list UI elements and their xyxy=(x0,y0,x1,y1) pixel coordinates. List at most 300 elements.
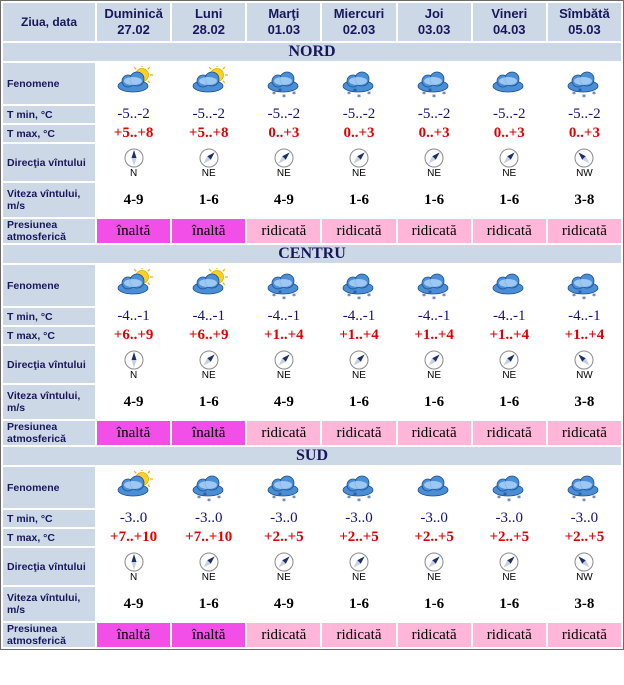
phenomena-cell xyxy=(247,265,320,306)
phenomena-cell xyxy=(473,265,546,306)
pressure-value: ridicată xyxy=(322,623,395,647)
wind-direction-cell xyxy=(247,144,320,181)
wind-direction-cell xyxy=(548,548,621,585)
compass-icon xyxy=(124,350,144,370)
pressure-value: înaltă xyxy=(172,219,245,243)
day-date: 28.02 xyxy=(192,22,225,37)
compass-icon xyxy=(424,552,444,572)
svg-text:*: * xyxy=(428,86,433,96)
tmax-value: +1..+4 xyxy=(247,327,320,344)
day-date: 27.02 xyxy=(117,22,150,37)
day-name: Miercuri xyxy=(333,6,385,21)
wind-speed-value: 3-8 xyxy=(548,385,621,419)
svg-text:*: * xyxy=(432,294,437,304)
compass-icon xyxy=(199,552,219,572)
wind-direction-cell xyxy=(398,144,471,181)
wind-direction-label: N xyxy=(129,572,138,583)
wind-direction-row xyxy=(3,346,621,383)
wind-direction-cell xyxy=(97,144,170,181)
tmax-value: +2..+5 xyxy=(548,529,621,546)
header-row xyxy=(3,3,621,41)
row-label-phenomena: Fenomene xyxy=(3,265,95,306)
svg-text:*: * xyxy=(352,288,357,298)
row-label-tmin: T min, °C xyxy=(3,106,95,123)
wind-direction-cell xyxy=(473,346,546,383)
pressure-value: înaltă xyxy=(97,219,170,243)
wind-speed-value: 1-6 xyxy=(473,183,546,217)
wind-direction-label: NE xyxy=(427,572,442,583)
compass-icon xyxy=(349,350,369,370)
wind-direction-label: NE xyxy=(502,370,517,381)
cloud-snow-icon xyxy=(187,470,231,506)
phenomena-cell xyxy=(172,63,245,104)
cloud-snow-icon xyxy=(562,66,606,102)
wind-speed-value: 1-6 xyxy=(473,587,546,621)
row-label-pressure: Presiunea atmosferică xyxy=(3,219,95,243)
wind-direction-label: NE xyxy=(352,168,366,179)
wind-speed-value: 4-9 xyxy=(247,587,320,621)
phenomena-cell xyxy=(247,63,320,104)
pressure-value: ridicată xyxy=(322,421,395,445)
row-label-wind-direction: Direcţia vîntului xyxy=(3,346,95,383)
day-date: 02.03 xyxy=(342,22,376,37)
tmin-value: -5..-2 xyxy=(548,106,621,123)
svg-text:*: * xyxy=(346,89,351,99)
row-label-pressure: Presiunea atmosferică xyxy=(3,623,95,647)
wind-speed-value: 1-6 xyxy=(172,183,245,217)
svg-text:*: * xyxy=(271,89,276,99)
row-label-tmax: T max, °C xyxy=(3,125,95,142)
wind-speed-value: 1-6 xyxy=(398,183,471,217)
svg-text:*: * xyxy=(291,291,296,301)
svg-text:*: * xyxy=(281,294,286,304)
phenomena-cell xyxy=(473,63,546,104)
phenomena-cell xyxy=(97,467,170,508)
row-label-pressure: Presiunea atmosferică xyxy=(3,421,95,445)
pressure-value: ridicată xyxy=(548,421,621,445)
pressure-value: înaltă xyxy=(172,623,245,647)
tmin-value: -5..-2 xyxy=(398,106,471,123)
svg-text:*: * xyxy=(356,294,361,304)
day-date: 01.03 xyxy=(267,22,301,37)
tmin-row xyxy=(3,510,621,527)
compass-icon xyxy=(574,148,594,168)
svg-text:*: * xyxy=(277,490,282,500)
svg-text:*: * xyxy=(442,89,447,99)
tmax-value: +1..+4 xyxy=(398,327,471,344)
cloud-snow-icon xyxy=(562,268,606,304)
day-name: Luni xyxy=(194,6,223,21)
wind-speed-row xyxy=(3,385,621,419)
svg-text:*: * xyxy=(281,92,286,102)
wind-direction-cell xyxy=(548,346,621,383)
wind-direction-label: NE xyxy=(201,572,216,583)
svg-text:*: * xyxy=(366,89,371,99)
phenomena-cell xyxy=(247,467,320,508)
tmax-value: +6..+9 xyxy=(97,327,170,344)
wind-speed-value: 1-6 xyxy=(322,385,395,419)
day-header xyxy=(247,3,320,41)
row-label-tmax: T max, °C xyxy=(3,327,95,344)
tmin-value: -5..-2 xyxy=(172,106,245,123)
compass-icon xyxy=(424,350,444,370)
compass-icon xyxy=(124,148,144,168)
phenomena-cell xyxy=(172,265,245,306)
svg-text:*: * xyxy=(291,89,296,99)
wind-direction-label: NW xyxy=(576,572,593,583)
svg-text:*: * xyxy=(271,493,276,503)
wind-direction-label: NE xyxy=(502,572,517,583)
compass-icon xyxy=(274,552,294,572)
svg-text:*: * xyxy=(281,496,286,506)
tmin-value: -4..-1 xyxy=(548,308,621,325)
compass-icon xyxy=(424,148,444,168)
phenomena-cell xyxy=(398,265,471,306)
tmin-value: -3..0 xyxy=(398,510,471,527)
cloud-snow-icon xyxy=(337,66,381,102)
tmax-value: +2..+5 xyxy=(398,529,471,546)
row-label-tmin: T min, °C xyxy=(3,510,95,527)
phenomena-cell xyxy=(548,467,621,508)
svg-text:*: * xyxy=(271,291,276,301)
wind-direction-cell xyxy=(398,548,471,585)
compass-icon xyxy=(499,552,519,572)
phenomena-cell xyxy=(322,63,395,104)
tmin-value: -5..-2 xyxy=(247,106,320,123)
compass-icon xyxy=(349,552,369,572)
tmax-value: +2..+5 xyxy=(247,529,320,546)
wind-speed-value: 1-6 xyxy=(398,385,471,419)
cloud-snow-icon xyxy=(262,470,306,506)
svg-text:*: * xyxy=(206,496,211,506)
svg-text:*: * xyxy=(578,490,583,500)
svg-text:*: * xyxy=(442,291,447,301)
region-row xyxy=(3,43,621,61)
wind-direction-cell xyxy=(97,346,170,383)
wind-direction-cell xyxy=(473,144,546,181)
region-row xyxy=(3,245,621,263)
cloud-snow-icon xyxy=(262,66,306,102)
svg-text:*: * xyxy=(582,294,587,304)
tmin-value: -3..0 xyxy=(247,510,320,527)
wind-speed-value: 1-6 xyxy=(322,587,395,621)
day-name: Sîmbătă xyxy=(559,6,610,21)
wind-direction-label: N xyxy=(129,168,138,179)
pressure-value: înaltă xyxy=(97,623,170,647)
svg-text:*: * xyxy=(366,291,371,301)
svg-text:*: * xyxy=(428,288,433,298)
svg-text:*: * xyxy=(346,291,351,301)
tmax-value: 0..+3 xyxy=(398,125,471,142)
pressure-row xyxy=(3,421,621,445)
wind-direction-label: NE xyxy=(352,370,366,381)
day-header xyxy=(97,3,170,41)
svg-text:*: * xyxy=(517,493,522,503)
wind-direction-label: NE xyxy=(352,572,366,583)
tmin-value: -3..0 xyxy=(322,510,395,527)
svg-text:*: * xyxy=(202,490,207,500)
wind-direction-row xyxy=(3,144,621,181)
tmin-value: -5..-2 xyxy=(97,106,170,123)
wind-direction-row xyxy=(3,548,621,585)
phenomena-cell xyxy=(398,467,471,508)
pressure-value: ridicată xyxy=(473,421,546,445)
tmax-value: +7..+10 xyxy=(97,529,170,546)
wind-direction-label: NE xyxy=(427,370,442,381)
phenomena-row xyxy=(3,265,621,306)
wind-direction-label: NE xyxy=(276,572,291,583)
day-header xyxy=(473,3,546,41)
wind-direction-label: NE xyxy=(276,370,291,381)
tmax-value: 0..+3 xyxy=(473,125,546,142)
sun-cloud-icon xyxy=(112,470,156,506)
phenomena-cell xyxy=(172,467,245,508)
phenomena-cell xyxy=(398,63,471,104)
compass-icon xyxy=(274,148,294,168)
wind-direction-cell xyxy=(247,346,320,383)
wind-direction-cell xyxy=(172,346,245,383)
region-title: CENTRU xyxy=(3,245,621,263)
wind-direction-cell xyxy=(322,548,395,585)
svg-text:*: * xyxy=(366,493,371,503)
row-label-wind-speed: Viteza vîntului, m/s xyxy=(3,385,95,419)
tmax-value: +1..+4 xyxy=(322,327,395,344)
tmin-row xyxy=(3,106,621,123)
svg-text:*: * xyxy=(503,490,508,500)
svg-text:*: * xyxy=(592,89,597,99)
tmax-value: +5..+8 xyxy=(172,125,245,142)
wind-speed-value: 1-6 xyxy=(398,587,471,621)
wind-direction-cell xyxy=(473,548,546,585)
pressure-value: înaltă xyxy=(172,421,245,445)
tmax-row xyxy=(3,529,621,546)
wind-speed-value: 4-9 xyxy=(97,587,170,621)
svg-text:*: * xyxy=(592,493,597,503)
svg-text:*: * xyxy=(422,89,427,99)
wind-speed-value: 3-8 xyxy=(548,587,621,621)
tmax-value: +2..+5 xyxy=(473,529,546,546)
tmax-value: +7..+10 xyxy=(172,529,245,546)
tmax-value: +2..+5 xyxy=(322,529,395,546)
forecast-body xyxy=(3,3,621,647)
wind-direction-cell xyxy=(247,548,320,585)
svg-text:*: * xyxy=(422,291,427,301)
phenomena-cell xyxy=(97,63,170,104)
compass-icon xyxy=(499,148,519,168)
wind-speed-value: 4-9 xyxy=(247,183,320,217)
day-date: 04.03 xyxy=(493,22,526,37)
compass-icon xyxy=(199,148,219,168)
compass-icon xyxy=(274,350,294,370)
pressure-value: înaltă xyxy=(97,421,170,445)
sun-cloud-icon xyxy=(187,66,231,102)
tmax-value: 0..+3 xyxy=(322,125,395,142)
pressure-value: ridicată xyxy=(473,623,546,647)
sun-cloud-icon xyxy=(112,268,156,304)
compass-icon xyxy=(499,350,519,370)
wind-direction-cell xyxy=(322,144,395,181)
row-label-tmin: T min, °C xyxy=(3,308,95,325)
phenomena-cell xyxy=(322,265,395,306)
wind-speed-value: 4-9 xyxy=(97,183,170,217)
tmin-value: -4..-1 xyxy=(398,308,471,325)
cloud-icon xyxy=(487,268,531,304)
wind-direction-label: NE xyxy=(502,168,517,179)
tmin-value: -4..-1 xyxy=(247,308,320,325)
phenomena-row xyxy=(3,467,621,508)
sun-cloud-icon xyxy=(112,66,156,102)
tmin-value: -4..-1 xyxy=(97,308,170,325)
wind-speed-value: 4-9 xyxy=(247,385,320,419)
row-label-wind-speed: Viteza vîntului, m/s xyxy=(3,183,95,217)
day-header xyxy=(172,3,245,41)
day-name: Duminică xyxy=(104,6,163,21)
wind-speed-value: 1-6 xyxy=(172,587,245,621)
row-label-wind-direction: Direcţia vîntului xyxy=(3,548,95,585)
day-header xyxy=(398,3,471,41)
phenomena-cell xyxy=(322,467,395,508)
wind-direction-label: NE xyxy=(427,168,442,179)
pressure-value: ridicată xyxy=(398,623,471,647)
svg-text:*: * xyxy=(582,496,587,506)
phenomena-row xyxy=(3,63,621,104)
day-date: 03.03 xyxy=(417,22,451,37)
svg-text:*: * xyxy=(507,496,512,506)
pressure-value: ridicată xyxy=(247,623,320,647)
tmin-value: -4..-1 xyxy=(322,308,395,325)
cloud-snow-icon xyxy=(487,470,531,506)
tmax-row xyxy=(3,327,621,344)
svg-text:*: * xyxy=(578,86,583,96)
compass-icon xyxy=(574,552,594,572)
svg-text:*: * xyxy=(216,493,221,503)
svg-text:*: * xyxy=(572,291,577,301)
tmin-value: -5..-2 xyxy=(322,106,395,123)
tmin-value: -3..0 xyxy=(172,510,245,527)
day-name: Joi xyxy=(424,6,444,21)
tmin-value: -4..-1 xyxy=(473,308,546,325)
day-date: 05.03 xyxy=(568,22,601,37)
sun-cloud-icon xyxy=(187,268,231,304)
cloud-snow-icon xyxy=(337,268,381,304)
wind-speed-value: 1-6 xyxy=(322,183,395,217)
phenomena-cell xyxy=(97,265,170,306)
pressure-row xyxy=(3,623,621,647)
svg-text:*: * xyxy=(356,92,361,102)
pressure-value: ridicată xyxy=(247,219,320,243)
svg-text:*: * xyxy=(582,92,587,102)
svg-text:*: * xyxy=(352,86,357,96)
region-row xyxy=(3,447,621,465)
day-name: Marţi xyxy=(268,6,300,21)
row-label-wind-direction: Direcţia vîntului xyxy=(3,144,95,181)
day-header xyxy=(548,3,621,41)
svg-text:*: * xyxy=(578,288,583,298)
tmin-value: -5..-2 xyxy=(473,106,546,123)
tmin-value: -3..0 xyxy=(97,510,170,527)
pressure-row xyxy=(3,219,621,243)
tmax-value: +6..+9 xyxy=(172,327,245,344)
wind-direction-label: NW xyxy=(576,370,593,381)
wind-direction-label: NE xyxy=(201,370,216,381)
pressure-value: ridicată xyxy=(398,219,471,243)
wind-speed-row xyxy=(3,587,621,621)
wind-direction-label: NE xyxy=(276,168,291,179)
phenomena-cell xyxy=(548,265,621,306)
svg-text:*: * xyxy=(277,86,282,96)
svg-text:*: * xyxy=(592,291,597,301)
cloud-snow-icon xyxy=(562,470,606,506)
wind-direction-cell xyxy=(172,144,245,181)
cloud-snow-icon xyxy=(412,66,456,102)
wind-speed-value: 4-9 xyxy=(97,385,170,419)
cloud-icon xyxy=(487,66,531,102)
pressure-value: ridicată xyxy=(322,219,395,243)
wind-direction-cell xyxy=(322,346,395,383)
svg-text:*: * xyxy=(432,92,437,102)
pressure-value: ridicată xyxy=(548,219,621,243)
svg-text:*: * xyxy=(346,493,351,503)
pressure-value: ridicată xyxy=(548,623,621,647)
wind-direction-cell xyxy=(172,548,245,585)
svg-text:*: * xyxy=(572,493,577,503)
compass-icon xyxy=(349,148,369,168)
wind-speed-value: 3-8 xyxy=(548,183,621,217)
tmin-value: -3..0 xyxy=(548,510,621,527)
cloud-snow-icon xyxy=(412,268,456,304)
tmin-value: -4..-1 xyxy=(172,308,245,325)
pressure-value: ridicată xyxy=(473,219,546,243)
row-label-phenomena: Fenomene xyxy=(3,63,95,104)
region-title: NORD xyxy=(3,43,621,61)
row-label-phenomena: Fenomene xyxy=(3,467,95,508)
pressure-value: ridicată xyxy=(398,421,471,445)
header-label: Ziua, data xyxy=(3,3,95,41)
wind-direction-cell xyxy=(398,346,471,383)
phenomena-cell xyxy=(548,63,621,104)
svg-text:*: * xyxy=(572,89,577,99)
compass-icon xyxy=(124,552,144,572)
tmin-value: -3..0 xyxy=(473,510,546,527)
wind-direction-label: N xyxy=(129,370,138,381)
wind-speed-value: 1-6 xyxy=(473,385,546,419)
wind-direction-label: NW xyxy=(576,168,593,179)
svg-text:*: * xyxy=(291,493,296,503)
svg-text:*: * xyxy=(277,288,282,298)
wind-speed-value: 1-6 xyxy=(172,385,245,419)
tmax-value: +5..+8 xyxy=(97,125,170,142)
tmax-value: +1..+4 xyxy=(473,327,546,344)
tmax-value: 0..+3 xyxy=(247,125,320,142)
cloud-icon xyxy=(412,470,456,506)
tmax-value: +1..+4 xyxy=(548,327,621,344)
svg-text:*: * xyxy=(356,496,361,506)
row-label-tmax: T max, °C xyxy=(3,529,95,546)
tmin-row xyxy=(3,308,621,325)
svg-text:*: * xyxy=(196,493,201,503)
svg-text:*: * xyxy=(352,490,357,500)
day-header xyxy=(322,3,395,41)
wind-speed-row xyxy=(3,183,621,217)
pressure-value: ridicată xyxy=(247,421,320,445)
phenomena-cell xyxy=(473,467,546,508)
day-name: Vineri xyxy=(491,6,528,21)
tmax-row xyxy=(3,125,621,142)
row-label-wind-speed: Viteza vîntului, m/s xyxy=(3,587,95,621)
cloud-snow-icon xyxy=(262,268,306,304)
tmax-value: 0..+3 xyxy=(548,125,621,142)
svg-text:*: * xyxy=(497,493,502,503)
